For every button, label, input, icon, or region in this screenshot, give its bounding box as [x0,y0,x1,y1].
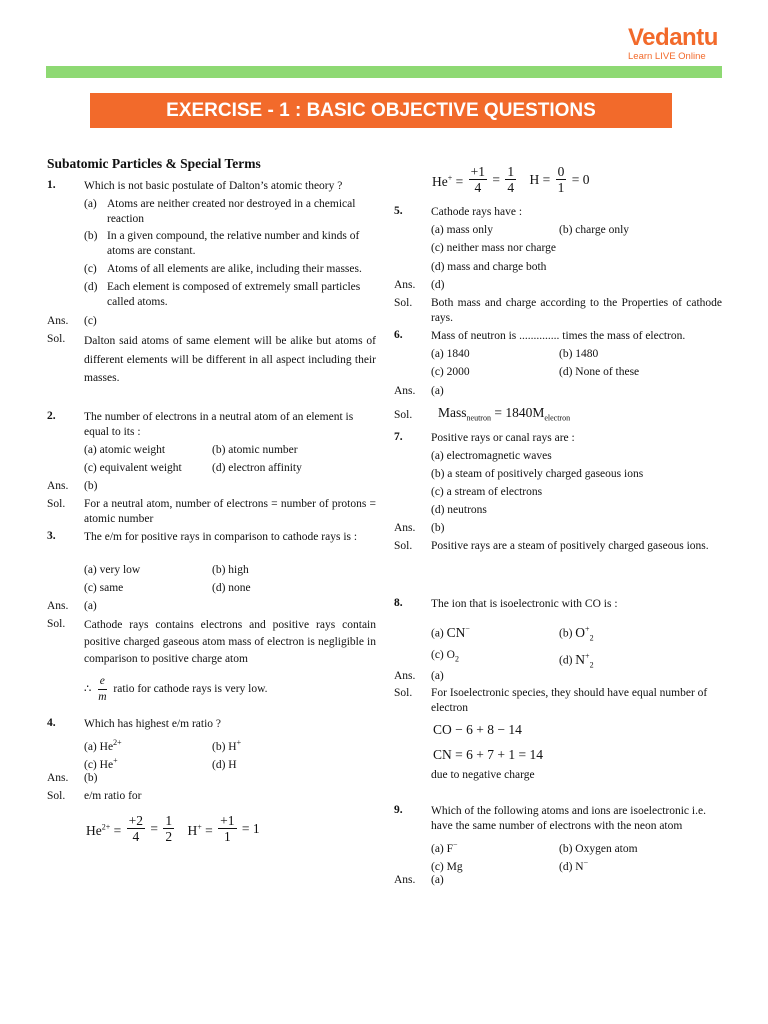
q2-option-c: (c) equivalent weight [84,462,182,474]
q6-option-a: (a) 1840 [431,348,470,360]
q5-ans-label: Ans. [394,279,416,291]
q1-option-b: In a given compound, the relative number and kinds of atoms are constant. [107,230,360,257]
q7-number: 7. [394,431,403,443]
q7-option-a: (a) electromagnetic waves [431,450,552,462]
q6-option-b: (b) 1480 [559,348,599,360]
q2-answer: (b) [84,480,98,492]
q1-solution: Dalton said atoms of same element will be alike but atoms of different elements will be different in all aspect including their masses. [84,335,376,384]
q8-answer: (a) [431,670,444,682]
q8-sol-label: Sol. [394,687,413,699]
q8-text: The ion that is isoelectronic with CO is : [431,598,618,610]
section-title: Subatomic Particles & Special Terms [47,156,261,171]
q4-equation-heplus: He+ = $\frac{+1}{4}$ = $\frac{1}{4}$ H = $\frac{0}{1}$ = 0 [432,164,590,195]
q3-sol-label: Sol. [47,618,66,630]
q6-sol-label: Sol. [394,409,413,421]
e-over-m-fraction [96,674,108,705]
q9-option-a: (a) F− [431,840,458,855]
q6-ans-label: Ans. [394,385,416,397]
q8-ans-label: Ans. [394,670,416,682]
fraction-numerator: e [98,674,107,690]
q4-solution: e/m ratio for [84,790,142,802]
q1-option-c: Atoms of all elements are alike, including their masses. [107,263,362,275]
brand-tagline: Learn LIVE Online [628,51,706,62]
q9-option-d: (d) N− [559,858,589,873]
q9-ans-label: Ans. [394,874,416,886]
q2-option-a: (a) atomic weight [84,444,166,456]
q3-number: 3. [47,530,56,542]
q7-option-c: (c) a stream of electrons [431,486,543,498]
q3-solution-fraction-line [84,674,268,705]
q1-sol-label: Sol. [47,333,66,345]
q4-ans-label: Ans. [47,772,69,784]
q8-solution: For Isoelectronic species, they should have equal number of electron [431,687,708,714]
q1-option-d: Each element is composed of extremely small particles called atoms. [107,281,361,308]
q1-text: Which is not basic postulate of Dalton’s atomic theory ? [84,180,343,192]
q5-solution: Both mass and charge according to the Properties of cathode rays. [431,297,722,324]
q3-option-d: (d) none [212,582,251,594]
fraction-text: ratio for cathode rays is very low. [113,683,268,695]
q2-option-d: (d) electron affinity [212,462,302,474]
q6-number: 6. [394,329,403,341]
q3-solution: Cathode rays contains electrons and positive rays contain positive charged gaseous atom mass of electron is negligible in comparison to positive charge atom [84,619,376,665]
q5-option-c: (c) neither mass nor charge [431,242,556,254]
q6-option-c: (c) 2000 [431,366,470,378]
q7-text: Positive rays or canal rays are : [431,432,575,444]
q9-answer: (a) [431,874,444,886]
q3-answer: (a) [84,600,97,612]
q1-number: 1. [47,179,56,191]
q3-option-c: (c) same [84,582,124,594]
q3-text: The e/m for positive rays in comparison to cathode rays is : [84,531,358,543]
vedantu-logo [628,26,728,62]
q7-option-b: (b) a steam of positively charged gaseous ions [431,468,644,480]
q5-option-a: (a) mass only [431,224,493,236]
q4-answer: (b) [84,772,98,784]
q9-text: Which of the following atoms and ions are isoelectronic i.e. have the same number of electrons with the neon atom [431,805,706,832]
header-green-bar [46,66,722,78]
q4-option-a: (a) $He^{2+}$ [84,738,122,753]
q5-option-b: (b) charge only [559,224,630,236]
q4-number: 4. [47,717,56,729]
q2-option-b: (b) atomic number [212,444,298,456]
q4-sol-label: Sol. [47,790,66,802]
q6-solution: Mass$_{neutron}$ = $1840M_{electron}$ [438,405,571,423]
q1-option-b-key: (b) [84,230,98,242]
q1-option-a: Atoms are neither created nor destroyed in a chemical reaction [107,198,356,225]
fraction-denominator: m [98,691,107,703]
q6-text: Mass of neutron is .............. times the mass of electron. [431,330,686,342]
q8-option-d: (d) $N^+_2$ [559,651,594,670]
q5-sol-label: Sol. [394,297,413,309]
q4-option-d: (d) H [212,758,237,771]
q4-text: Which has highest e/m ratio ? [84,718,222,730]
q1-answer: (c) [84,315,97,327]
q5-number: 5. [394,205,403,217]
q7-ans-label: Ans. [394,522,416,534]
q7-answer: (b) [431,522,445,534]
q8-equation-co: CO − 6 + 8 − 14 [433,722,522,737]
q1-option-a-key: (a) [84,198,97,210]
q5-text: Cathode rays have : [431,206,523,218]
q1-option-c-key: (c) [84,263,97,275]
q5-answer: (d) [431,279,445,291]
q1-option-d-key: (d) [84,281,98,293]
q8-option-a: (a) CN− [431,624,470,640]
q8-option-b: (b) $O^+_2$ [559,624,594,643]
q7-option-d: (d) neutrons [431,504,487,516]
q3-ans-label: Ans. [47,600,69,612]
q2-text: The number of electrons in a neutral atom of an element is equal to its : [84,411,354,438]
q9-option-b: (b) Oxygen atom [559,842,638,855]
q8-note: due to negative charge [431,769,535,781]
q9-option-c: (c) Mg [431,860,463,873]
q7-solution: Positive rays are a steam of positively charged gaseous ions. [431,540,709,552]
q9-number: 9. [394,804,403,816]
q4-option-c: (c) He+ [84,756,118,771]
q5-option-d: (d) mass and charge both [431,261,547,273]
q2-number: 2. [47,410,56,422]
q3-option-a: (a) very low [84,564,141,576]
q2-solution: For a neutral atom, number of electrons = number of protons = atomic number [84,498,376,525]
exercise-title: EXERCISE - 1 : BASIC OBJECTIVE QUESTIONS [166,99,596,121]
q8-equation-cn: CN = 6 + 7 + 1 = 14 [433,747,543,762]
q2-ans-label: Ans. [47,480,69,492]
therefore-symbol: ∴ [84,683,92,695]
brand-name: Vedantu [628,24,718,51]
q4-option-b: (b) H+ [212,738,242,753]
q7-sol-label: Sol. [394,540,413,552]
q6-answer: (a) [431,385,444,397]
exercise-title-box [90,93,672,128]
q6-option-d: (d) None of these [559,366,640,378]
q1-ans-label: Ans. [47,315,69,327]
q4-equation-he2plus: $He^{2+}$ = $\frac{+2}{4}$ = $\frac{1}{2}$ H+ = $\frac{+1}{1}$ = 1 [86,813,260,844]
q8-option-c: (c) $O_2$ [431,649,459,664]
q8-number: 8. [394,597,403,609]
q2-sol-label: Sol. [47,498,66,510]
q3-option-b: (b) high [212,564,249,576]
